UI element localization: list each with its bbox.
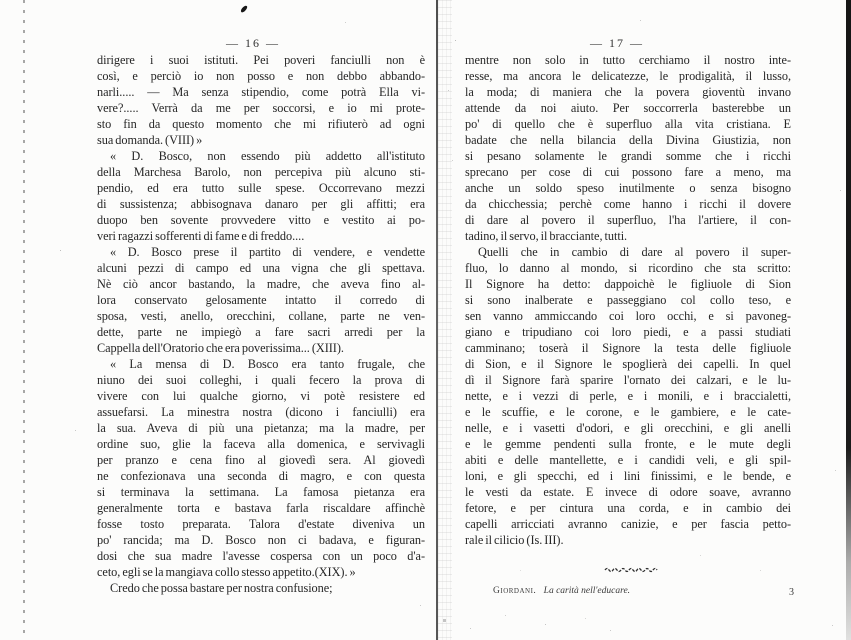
text-line: generalmente torta e bastava farla riscaldare affinchè (97, 501, 425, 515)
text-line: lora conservato gelosamente intatto il corredo di (97, 293, 425, 307)
text-line: giano e tripudiano coi loro piedi, e a passi studiati (465, 325, 791, 339)
paragraph (465, 52, 791, 244)
text-line: resse, ma ancora le delicatezze, le prodigalità, il lusso, (465, 69, 791, 83)
text-line: di dare al povero il superfluo, l'ha l'artiere, il con- (465, 213, 791, 227)
text-line: sen vanno ammiccando coi loro occhi, e si pavoneg- (465, 309, 791, 323)
text-line: fetore, e per cintura una corda, e in cambio dei (465, 501, 791, 515)
paragraph (465, 244, 791, 548)
text-line: tadino, il servo, il bracciante, tutti. (465, 229, 628, 243)
text-line: e le scuffie, e le corone, e le gambiere, e le cate- (465, 405, 791, 419)
right-page-edge (846, 0, 851, 640)
text-line: la sua. Aveva di più una pietanza; ma la madre, per (97, 421, 425, 435)
footer-book-title: La carità nell'educare. (543, 586, 631, 596)
text-line: ceto, egli se la mangiava collo stesso appetito.(XIX). » (97, 565, 356, 579)
text-line: sto fin da questo momento che mi rifiuterò ad ogni (97, 117, 425, 131)
text-line: nelle, e i vasetti d'odori, e gli orecchini, e gli anelli (465, 421, 791, 435)
text-line: si pesano solamente le grandi somme che i ricchi (465, 149, 791, 163)
text-line: vivere con lui qualche giorno, vi potè resistere ed (97, 389, 425, 403)
text-line: sprecano per cose di cui possono fare a meno, ma (465, 165, 791, 179)
text-line: assuefarsi. La minestra nostra (dicono i fanciulli) era (97, 405, 425, 419)
text-line: niuno dei suoi colleghi, i quali fecero la prova di (97, 373, 425, 387)
paragraph (97, 580, 425, 596)
text-line: dirigere i suoi istituti. Pei poveri fanciulli non è (97, 53, 425, 67)
text-line: po' di quello che è superfluo alla vita cristiana. E (465, 117, 791, 131)
text-line: così, e perciò io non posso e non debbo abbando- (97, 69, 425, 83)
text-line: vere?..... Verrà da me per soccorsi, e io mi prote- (97, 101, 425, 115)
text-line: fluo, lo danno al mondo, si ricordino che sta scritto: (465, 261, 791, 275)
text-line: rale il cilicio (Is. III). (465, 533, 564, 547)
text-line: nette, e i vezzi di perle, e i monili, e i braccialetti, (465, 389, 791, 403)
text-line: « D. Bosco prese il partito di vendere, e vendette (110, 245, 425, 259)
text-line: veri ragazzi sofferenti di fame e di freddo.... (97, 229, 305, 243)
text-line: anche un soldo speso inutilmente o senza bisogno (465, 181, 791, 195)
text-line: sposa, vesti, anello, orecchini, collane, parte ne ven- (97, 309, 425, 323)
page-16-number: — 16 — (226, 36, 280, 50)
text-line: attende da noi aiuto. Per soccorrerla basterebbe un (465, 101, 791, 115)
text-line: badate che nella bilancia della Divina Giustizia, non (465, 133, 791, 147)
text-line: Il Signore ha detto: dappoichè le figliuole di Sion (465, 277, 791, 291)
text-line: fosse tosto preparata. Talora d'estate diveniva un (97, 517, 425, 531)
text-line: narli..... — Ma senza stipendio, come potrà Ella vi- (97, 85, 425, 99)
text-line: di sussistenza; abbisognava danaro per gli affitti; era (97, 197, 425, 211)
text-line: per pranzo e cena fino al giovedì sera. Al giovedì (97, 453, 425, 467)
text-line: capelli arricciati avranno canizie, e per fascia petto- (465, 517, 791, 531)
text-line: la moda; di maniera che la povera gioventù invano (465, 85, 791, 99)
text-line: Credo che possa bastare per nostra confusione; (110, 581, 333, 595)
text-line: alcuni pezzi di campo ed una vigna che gli spettava. (97, 261, 425, 275)
text-line: dì il Signore farà sparire l'ornato dei calzari, e le lu- (465, 373, 791, 387)
page-17-body (465, 52, 791, 548)
page-16-body (97, 52, 425, 596)
page-17-number: — 17 — (590, 36, 644, 50)
ink-blot (240, 5, 248, 14)
text-line: dosi che sua madre l'avesse cospersa con un poco d'a- (97, 549, 425, 563)
text-line: loni, e gli specchi, ed i lini finissimi, e le bende, e (465, 469, 791, 483)
text-line: ne confezionava una seconda di magro, e con questa (97, 469, 425, 483)
running-footer (493, 586, 833, 596)
text-line: le vesti da estate. E invece di odore soave, avranno (465, 485, 791, 499)
text-line: abiti e delle mantellette, e i candidi veli, e gli spil- (465, 453, 791, 467)
sheet-signature-number: 3 (789, 587, 794, 598)
page-17 (465, 37, 791, 548)
text-line: da chicchessia; perchè come hanno i ricchi il dovere (465, 197, 791, 211)
paragraph (97, 244, 425, 356)
text-line: duopo ben sovente provvedere vitto e vestito ai po- (97, 213, 425, 227)
text-line: Cappella dell'Oratorio che era poverissima... (XIII). (97, 341, 344, 355)
text-line: e le gemme pendenti sulla fronte, e le mute degli (465, 437, 791, 451)
text-line: Quelli che in cambio di dare al povero il super- (478, 245, 791, 259)
paragraph (97, 356, 425, 580)
text-line: « La mensa di D. Bosco era tanto frugale, che (110, 357, 425, 371)
text-line: ordine suo, glie la faceva alla domenica, e servivagli (97, 437, 425, 451)
text-line: sua domanda. (VIII) » (97, 133, 203, 147)
text-line: « D. Bosco, non essendo più addetto all'istituto (110, 149, 425, 163)
text-line: si terminava la settimana. La famosa pietanza era (97, 485, 425, 499)
divider-squiggle-icon (604, 560, 658, 568)
paragraph (97, 148, 425, 244)
text-line: Nè ciò ancor bastando, la madre, che aveva fino al- (97, 277, 425, 291)
text-line: della Marchesa Barolo, non percepiva più alcuno sti- (97, 165, 425, 179)
paragraph (97, 52, 425, 148)
text-line: di Sion, e il Signore le spoglierà dei capelli. In quel (465, 357, 791, 371)
text-line: mentre non solo in tutto cerchiamo il nostro inte- (465, 53, 791, 67)
left-page-edge (23, 0, 25, 640)
gutter-speckle-noise (438, 0, 452, 640)
text-line: dette, parte ne impiegò a fare sacri arredi per la (97, 325, 425, 339)
scan-noise-dots (0, 0, 1, 1)
page-16 (97, 37, 425, 596)
text-line: camminano; toserà il Signore la testa delle figliuole (465, 341, 791, 355)
text-line: po' rancida; ma D. Bosco non ci badava, e figuran- (97, 533, 425, 547)
text-line: si sono inalberate e passeggiano col collo teso, e (465, 293, 791, 307)
text-line: pendio, ed era tutto sulle spese. Occorrevano mezzi (97, 181, 425, 195)
footer-author: Giordani. (493, 586, 537, 596)
